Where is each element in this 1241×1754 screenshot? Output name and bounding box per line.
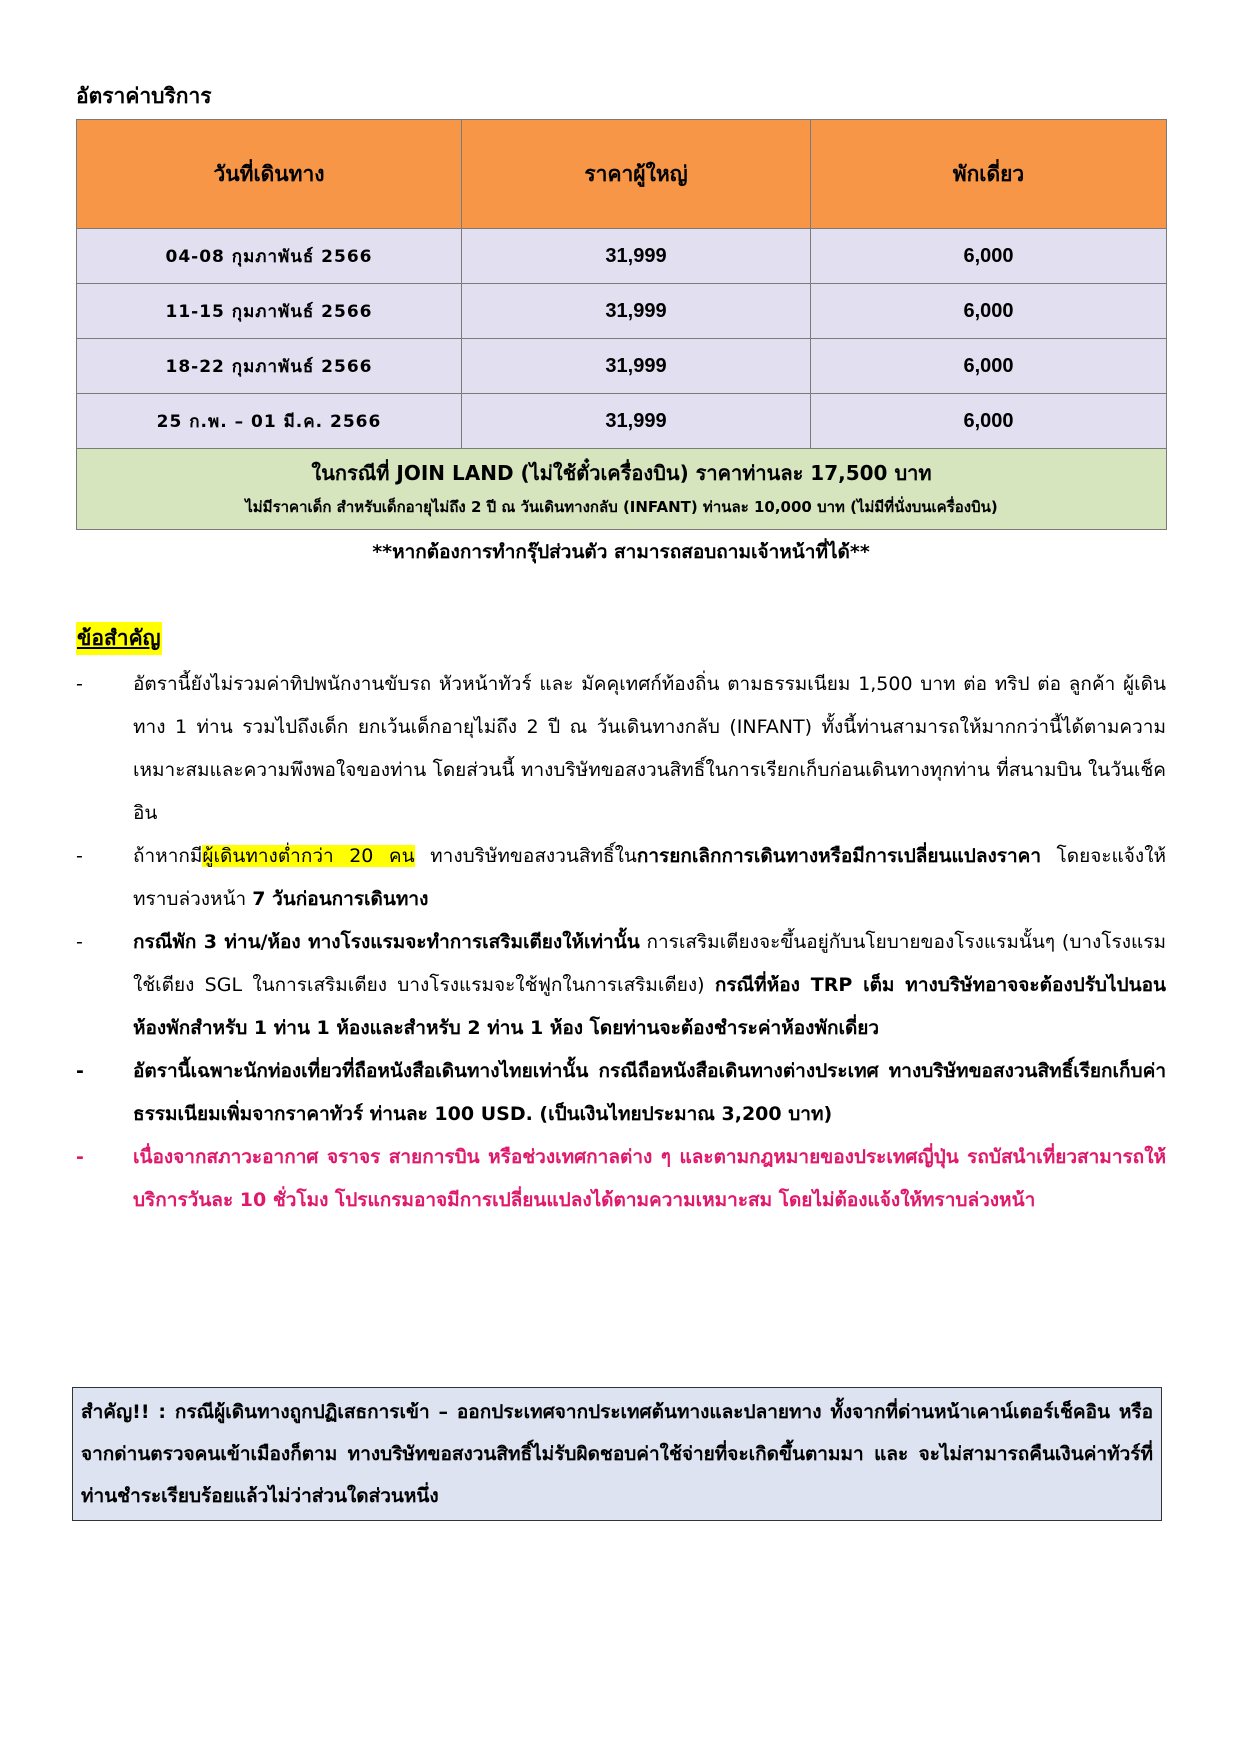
- cell-single: 6,000: [811, 284, 1167, 339]
- header-travel-date: วันที่เดินทาง: [77, 120, 462, 229]
- private-group-note: **หากต้องการทำกรุ๊ปส่วนตัว สามารถสอบถามเจ้าหน้าที่ได้**: [372, 541, 870, 563]
- table-header-row: [77, 120, 1167, 229]
- cell-date: 25 ก.พ. – 01 มี.ค. 2566: [77, 394, 462, 449]
- join-land-note: [77, 449, 1167, 530]
- bus-hours-note: เนื่องจากสภาวะอากาศ จราจร สายการบิน หรือช่วงเทศกาลต่าง ๆ และตามกฎหมายของประเทศญี่ปุ่น รถบัสนำเที่ยวสามารถให้บริการวันละ 10 ชั่วโมง โปรแกรมอาจมีการเปลี่ยนแปลงได้ตามความเหมาะสม โดยไม่ต้องแจ้งให้ทราบล่วงหน้า: [133, 1146, 1166, 1211]
- cell-date: 04-08 กุมภาพันธ์ 2566: [77, 229, 462, 284]
- min-travelers-pre: ถ้าหากมี: [133, 845, 203, 867]
- infant-price: ไม่มีราคาเด็ก สำหรับเด็กอายุไม่ถึง 2 ปี ณ วันเดินทางกลับ (INFANT) ท่านละ 10,000 บาท (ไม่มีที่นั่งบนเครื่องบิน): [245, 498, 998, 516]
- triple-room-bold2: กรณีที่ห้อง TRP เต็ม ทางบริษัทอาจจะต้องปรับไปนอนห้องพักสำหรับ 1 ท่าน 1 ห้องและสำหรับ 2 ท่าน 1 ห้อง โดยท่านจะต้องชำระค่าห้องพักเดี่ยว: [133, 974, 1166, 1039]
- min-travelers-days: 7 วันก่อนการเดินทาง: [252, 888, 429, 910]
- rates-table: [76, 119, 1167, 530]
- important-title: ข้อสำคัญ: [76, 622, 162, 655]
- min-travelers-bold: การยกเลิกการเดินทางหรือมีการเปลี่ยนแปลงราคา: [636, 845, 1042, 867]
- list-item: [76, 1136, 1166, 1222]
- tip-note: อัตรานี้ยังไม่รวมค่าทิปพนักงานขับรถ หัวหน้าทัวร์ และ มัคคุเทศก์ท้องถิ่น ตามธรรมเนียม 1,500 บาท ต่อ ทริป ต่อ ลูกค้า ผู้เดินทาง 1 ท่าน รวมไปถึงเด็ก ยกเว้นเด็กอายุไม่ถึง 2 ปี ณ วันเดินทางกลับ (INFANT) ทั้งนี้ท่านสามารถให้มากกว่านี้ได้ตามความเหมาะสมและความพึงพอใจของท่าน โดยส่วนนี้ ทางบริษัทขอสงวนสิทธิ์ในการเรียกเก็บก่อนเดินทางทุกท่าน ที่สนามบิน ในวันเช็คอิน: [133, 673, 1166, 824]
- join-land-price: ในกรณีที่ JOIN LAND (ไม่ใช้ตั๋วเครื่องบิน) ราคาท่านละ 17,500 บาท: [311, 461, 932, 485]
- table-row: [77, 229, 1167, 284]
- table-note-row: [77, 449, 1167, 530]
- passport-note: อัตรานี้เฉพาะนักท่องเที่ยวที่ถือหนังสือเดินทางไทยเท่านั้น กรณีถือหนังสือเดินทางต่างประเทศ ทางบริษัทขอสงวนสิทธิ์เรียกเก็บค่าธรรมเนียมเพิ่มจากราคาทัวร์ ท่านละ 100 USD. (เป็นเงินไทยประมาณ 3,200 บาท): [133, 1060, 1166, 1125]
- cell-adult-price: 31,999: [462, 284, 811, 339]
- cell-single: 6,000: [811, 229, 1167, 284]
- cell-single: 6,000: [811, 394, 1167, 449]
- min-travelers-post: โดยจะแจ้งให้ทราบล่วงหน้า: [133, 845, 1167, 910]
- list-item: [76, 1050, 1166, 1136]
- list-item: [76, 921, 1166, 1050]
- triple-room-mid: การเสริมเตียงจะขึ้นอยู่กับนโยบายของโรงแรมนั้นๆ (บางโรงแรมใช้เตียง SGL ในการเสริมเตียง บางโรงแรมจะใช้ฟูกในการเสริมเตียง): [133, 931, 1166, 996]
- bullet-dash: -: [76, 1146, 84, 1168]
- min-travelers-highlight: ผู้เดินทางต่ำกว่า 20 คน: [202, 845, 415, 867]
- header-adult-price: ราคาผู้ใหญ่: [462, 120, 811, 229]
- list-item: [76, 835, 1166, 921]
- min-travelers-mid: ทางบริษัทขอสงวนสิทธิ์ใน: [414, 845, 637, 867]
- bullet-dash: -: [76, 845, 83, 867]
- header-single-supplement: พักเดี่ยว: [811, 120, 1167, 229]
- page-title: อัตราค่าบริการ: [76, 84, 212, 108]
- cell-adult-price: 31,999: [462, 229, 811, 284]
- table-row: [77, 339, 1167, 394]
- cell-date: 18-22 กุมภาพันธ์ 2566: [77, 339, 462, 394]
- list-item: [76, 663, 1166, 835]
- cell-single: 6,000: [811, 339, 1167, 394]
- cell-adult-price: 31,999: [462, 394, 811, 449]
- bullet-dash: -: [76, 1060, 84, 1082]
- important-notice-box: [72, 1387, 1162, 1521]
- bullet-dash: -: [76, 673, 83, 695]
- important-list: [76, 663, 1166, 1222]
- bullet-dash: -: [76, 931, 83, 953]
- cell-date: 11-15 กุมภาพันธ์ 2566: [77, 284, 462, 339]
- table-row: [77, 284, 1167, 339]
- triple-room-bold: กรณีพัก 3 ท่าน/ห้อง ทางโรงแรมจะทำการเสริมเตียงให้เท่านั้น: [133, 931, 640, 953]
- notice-text: สำคัญ!! : กรณีผู้เดินทางถูกปฏิเสธการเข้า – ออกประเทศจากประเทศต้นทางและปลายทาง ทั้งจากที่ด่านหน้าเคาน์เตอร์เช็คอิน หรือจากด่านตรวจคนเข้าเมืองก็ตาม ทางบริษัทขอสงวนสิทธิ์ไม่รับผิดชอบค่าใช้จ่ายที่จะเกิดขึ้นตามมา และ จะไม่สามารถคืนเงินค่าทัวร์ที่ท่านชำระเรียบร้อยแล้วไม่ว่าส่วนใดส่วนหนึ่ง: [81, 1401, 1153, 1507]
- table-row: [77, 394, 1167, 449]
- cell-adult-price: 31,999: [462, 339, 811, 394]
